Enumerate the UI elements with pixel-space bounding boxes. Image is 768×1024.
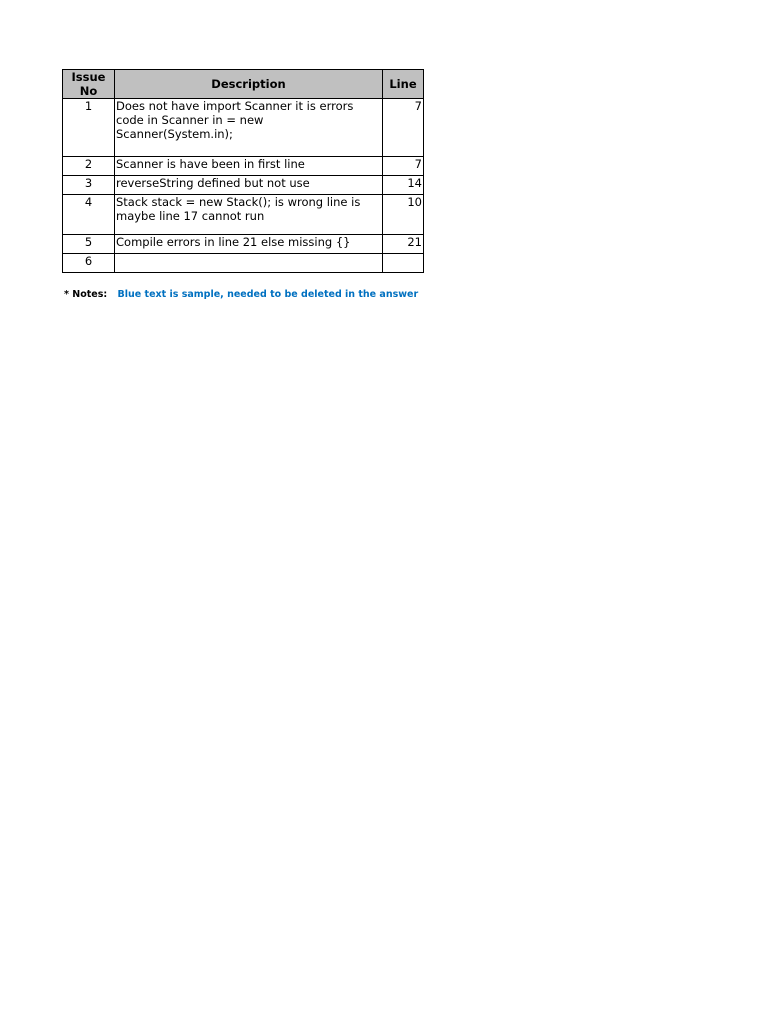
issue-no-cell[interactable]: 3 [63,176,115,195]
notes-text: Blue text is sample, needed to be deleted in the answer [117,289,419,300]
issue-no-cell[interactable]: 2 [63,157,115,176]
issue-no-cell[interactable]: 1 [63,99,115,157]
header-issue-no[interactable]: Issue No [63,70,115,99]
line-cell[interactable]: 10 [383,195,424,235]
header-line[interactable]: Line [383,70,424,99]
notes-label: * Notes: [64,289,108,300]
line-cell[interactable]: 7 [383,99,424,157]
issue-no-cell[interactable]: 6 [63,254,115,273]
description-cell[interactable]: Stack stack = new Stack(); is wrong line is maybe line 17 cannot run [115,195,383,235]
table-row [63,176,424,195]
description-cell[interactable] [115,254,383,273]
header-description[interactable]: Description [115,70,383,99]
table-row [63,157,424,176]
notes [64,289,436,300]
table-row [63,195,424,235]
line-cell[interactable]: 7 [383,157,424,176]
line-cell[interactable]: 21 [383,235,424,254]
line-cell[interactable]: 14 [383,176,424,195]
description-cell[interactable]: Scanner is have been in first line [115,157,383,176]
table-row [63,99,424,157]
table-header-row [63,70,424,99]
description-cell[interactable]: reverseString defined but not use [115,176,383,195]
issues-table [62,69,424,273]
line-cell[interactable] [383,254,424,273]
table-row [63,235,424,254]
table-row [63,254,424,273]
issue-no-cell[interactable]: 5 [63,235,115,254]
description-cell[interactable]: Compile errors in line 21 else missing {} [115,235,383,254]
issue-no-cell[interactable]: 4 [63,195,115,235]
description-cell[interactable]: Does not have import Scanner it is errors code in Scanner in = new Scanner(System.in); [115,99,383,157]
